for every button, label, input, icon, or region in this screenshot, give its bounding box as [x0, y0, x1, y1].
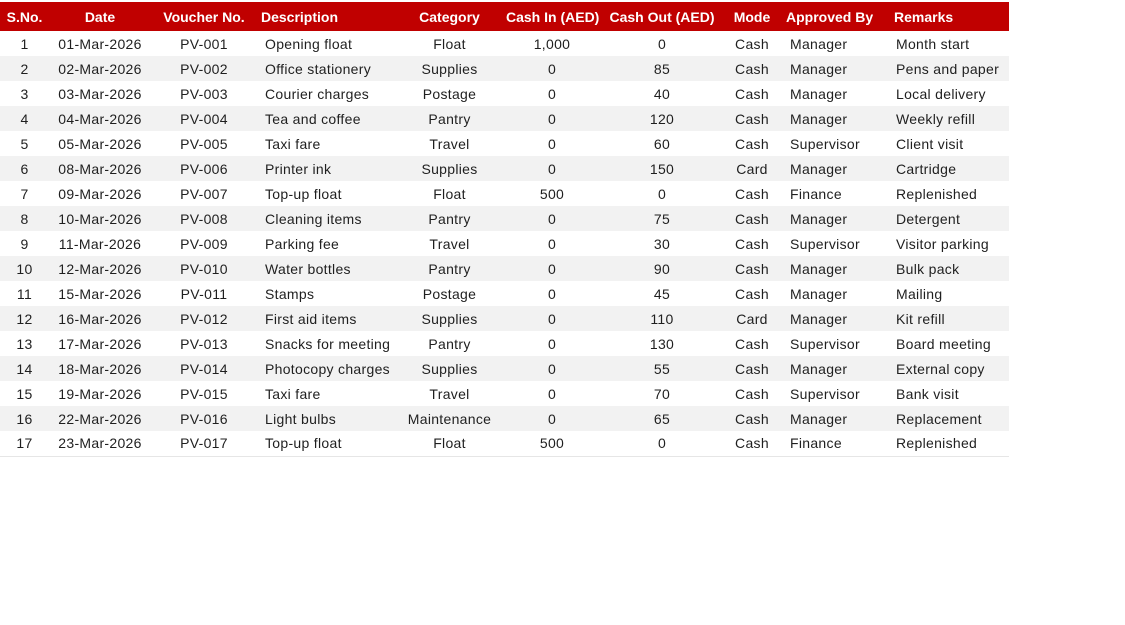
column-header-date[interactable]: Date: [84, 8, 116, 25]
table-row[interactable]: [0, 281, 1009, 306]
cell-approved-by[interactable]: Supervisor: [790, 335, 860, 352]
cell-cash-in[interactable]: 0: [547, 410, 557, 427]
cell-date[interactable]: 12-Mar-2026: [58, 260, 142, 277]
cell-remarks[interactable]: External copy: [896, 360, 985, 377]
cell-sno[interactable]: 1: [20, 35, 29, 52]
cell-sno[interactable]: 2: [20, 60, 29, 77]
cell-category[interactable]: Maintenance: [407, 410, 492, 427]
petty-cash-table: [0, 2, 1009, 457]
cell-cash-out[interactable]: 30: [653, 235, 671, 252]
cell-description[interactable]: Taxi fare: [265, 135, 321, 152]
column-header-cash-in[interactable]: Cash In (AED): [506, 8, 600, 25]
header-row: [0, 2, 1009, 31]
cell-mode[interactable]: Cash: [735, 235, 769, 252]
cell-category[interactable]: Travel: [429, 385, 470, 402]
cell-remarks[interactable]: Replacement: [896, 410, 982, 427]
cell-remarks[interactable]: Mailing: [896, 285, 943, 302]
cell-mode[interactable]: Cash: [735, 110, 769, 127]
cell-cash-in[interactable]: 0: [547, 60, 557, 77]
cell-cash-in[interactable]: 0: [547, 385, 557, 402]
cell-description[interactable]: Water bottles: [265, 260, 351, 277]
cell-remarks[interactable]: Board meeting: [896, 335, 991, 352]
cell-cash-in[interactable]: 0: [547, 235, 557, 252]
cell-description[interactable]: First aid items: [265, 310, 357, 327]
cell-approved-by[interactable]: Supervisor: [790, 385, 860, 402]
cell-date[interactable]: 02-Mar-2026: [58, 60, 142, 77]
cell-voucher-no[interactable]: PV-014: [180, 360, 228, 377]
cell-approved-by[interactable]: Manager: [790, 110, 848, 127]
cell-date[interactable]: 11-Mar-2026: [58, 235, 142, 252]
cell-cash-out[interactable]: 150: [649, 160, 675, 177]
cell-category[interactable]: Supplies: [421, 60, 478, 77]
cell-remarks[interactable]: Client visit: [896, 135, 964, 152]
cell-cash-in[interactable]: 0: [547, 160, 557, 177]
cell-mode[interactable]: Cash: [735, 35, 769, 52]
column-header-voucher-no[interactable]: Voucher No.: [163, 8, 245, 25]
cell-description[interactable]: Top-up float: [265, 185, 342, 202]
cell-description[interactable]: Courier charges: [265, 85, 370, 102]
cell-category[interactable]: Float: [433, 185, 466, 202]
cell-remarks[interactable]: Kit refill: [896, 310, 945, 327]
cell-voucher-no[interactable]: PV-015: [180, 385, 228, 402]
cell-sno[interactable]: 6: [20, 160, 29, 177]
cell-date[interactable]: 05-Mar-2026: [58, 135, 142, 152]
cell-mode[interactable]: Cash: [735, 385, 769, 402]
cell-approved-by[interactable]: Manager: [790, 85, 848, 102]
cell-category[interactable]: Postage: [422, 285, 477, 302]
column-header-description[interactable]: Description: [261, 8, 339, 25]
cell-date[interactable]: 16-Mar-2026: [58, 310, 142, 327]
cell-cash-in[interactable]: 500: [539, 185, 565, 202]
cell-voucher-no[interactable]: PV-010: [180, 260, 228, 277]
cell-voucher-no[interactable]: PV-003: [180, 85, 228, 102]
cell-remarks[interactable]: Detergent: [896, 210, 961, 227]
cell-approved-by[interactable]: Finance: [790, 185, 842, 202]
cell-category[interactable]: Pantry: [428, 260, 471, 277]
cell-sno[interactable]: 8: [20, 210, 29, 227]
cell-mode[interactable]: Cash: [735, 335, 769, 352]
cell-approved-by[interactable]: Supervisor: [790, 235, 860, 252]
cell-cash-out[interactable]: 0: [657, 185, 667, 202]
cell-approved-by[interactable]: Manager: [790, 160, 848, 177]
cell-cash-out[interactable]: 65: [653, 410, 671, 427]
cell-remarks[interactable]: Bulk pack: [896, 260, 960, 277]
cell-sno[interactable]: 14: [16, 360, 33, 377]
cell-sno[interactable]: 5: [20, 135, 29, 152]
cell-voucher-no[interactable]: PV-004: [180, 110, 228, 127]
cell-cash-out[interactable]: 85: [653, 60, 671, 77]
cell-description[interactable]: Tea and coffee: [265, 110, 361, 127]
column-header-category[interactable]: Category: [419, 8, 480, 25]
cell-description[interactable]: Parking fee: [265, 235, 340, 252]
cell-cash-out[interactable]: 120: [649, 110, 675, 127]
cell-voucher-no[interactable]: PV-012: [180, 310, 228, 327]
table-row[interactable]: [0, 56, 1009, 81]
table-row[interactable]: [0, 381, 1009, 406]
cell-voucher-no[interactable]: PV-006: [180, 160, 228, 177]
cell-date[interactable]: 23-Mar-2026: [49, 431, 151, 456]
cell-cash-out[interactable]: 75: [653, 210, 671, 227]
cell-mode[interactable]: Cash: [735, 85, 769, 102]
cell-remarks[interactable]: Visitor parking: [896, 235, 989, 252]
table-row[interactable]: [0, 406, 1009, 431]
cell-date[interactable]: 10-Mar-2026: [58, 210, 142, 227]
cell-cash-out[interactable]: 110: [650, 310, 674, 327]
cell-approved-by[interactable]: Manager: [790, 360, 848, 377]
cell-category[interactable]: Float: [397, 431, 502, 456]
table-row[interactable]: [0, 206, 1009, 231]
cell-cash-in[interactable]: 0: [547, 310, 557, 327]
cell-cash-in[interactable]: 0: [547, 135, 557, 152]
cell-category[interactable]: Travel: [429, 135, 470, 152]
cell-date[interactable]: 01-Mar-2026: [58, 35, 142, 52]
cell-cash-in[interactable]: 0: [547, 335, 557, 352]
table-row[interactable]: [0, 331, 1009, 356]
cell-cash-out[interactable]: 0: [602, 431, 722, 456]
cell-cash-in[interactable]: 500: [502, 431, 602, 456]
cell-cash-in[interactable]: 0: [547, 260, 557, 277]
cell-mode[interactable]: Cash: [735, 60, 769, 77]
table-row[interactable]: [0, 356, 1009, 381]
cell-description[interactable]: Top-up float: [257, 431, 397, 456]
cell-cash-out[interactable]: 90: [653, 260, 671, 277]
column-header-sno[interactable]: S.No.: [6, 8, 43, 25]
cell-date[interactable]: 22-Mar-2026: [58, 410, 142, 427]
cell-category[interactable]: Supplies: [421, 160, 478, 177]
cell-cash-in[interactable]: 0: [547, 285, 557, 302]
column-header-remarks[interactable]: Remarks: [894, 8, 954, 25]
cell-sno[interactable]: 12: [16, 310, 33, 327]
cell-approved-by[interactable]: Manager: [790, 60, 848, 77]
table-row[interactable]: [0, 306, 1009, 331]
cell-sno[interactable]: 9: [20, 235, 29, 252]
cell-sno[interactable]: 7: [20, 185, 29, 202]
cell-voucher-no[interactable]: PV-013: [180, 335, 228, 352]
cell-cash-out[interactable]: 45: [653, 285, 671, 302]
cell-description[interactable]: Light bulbs: [265, 410, 337, 427]
cell-cash-in[interactable]: 0: [547, 210, 557, 227]
cell-cash-out[interactable]: 60: [653, 135, 671, 152]
table-row[interactable]: [0, 156, 1009, 181]
cell-sno[interactable]: 15: [16, 385, 33, 402]
cell-approved-by[interactable]: Supervisor: [790, 135, 860, 152]
cell-mode[interactable]: Cash: [722, 431, 782, 456]
cell-date[interactable]: 19-Mar-2026: [58, 385, 142, 402]
table-row[interactable]: [0, 431, 1009, 456]
cell-approved-by[interactable]: Manager: [790, 35, 848, 52]
cell-category[interactable]: Supplies: [421, 310, 478, 327]
cell-approved-by[interactable]: Finance: [782, 431, 890, 456]
cell-cash-in[interactable]: 0: [547, 85, 557, 102]
cell-date[interactable]: 04-Mar-2026: [58, 110, 142, 127]
cell-remarks[interactable]: Local delivery: [896, 85, 986, 102]
cell-sno[interactable]: 13: [16, 335, 33, 352]
cell-mode[interactable]: Card: [736, 160, 768, 177]
cell-approved-by[interactable]: Manager: [790, 410, 848, 427]
cell-approved-by[interactable]: Manager: [790, 260, 848, 277]
cell-approved-by[interactable]: Manager: [790, 285, 848, 302]
column-header-cash-out[interactable]: Cash Out (AED): [609, 8, 715, 25]
cell-sno[interactable]: 10: [16, 260, 33, 277]
cell-remarks[interactable]: Pens and paper: [896, 60, 1000, 77]
cell-date[interactable]: 17-Mar-2026: [58, 335, 142, 352]
cell-sno[interactable]: 4: [20, 110, 29, 127]
cell-cash-out[interactable]: 70: [653, 385, 671, 402]
cell-category[interactable]: Float: [433, 35, 466, 52]
cell-remarks[interactable]: Month start: [896, 35, 970, 52]
cell-category[interactable]: Pantry: [428, 335, 471, 352]
cell-remarks[interactable]: Replenished: [896, 185, 978, 202]
cell-description[interactable]: Printer ink: [265, 160, 332, 177]
cell-category[interactable]: Pantry: [428, 110, 471, 127]
cell-description[interactable]: Stamps: [265, 285, 315, 302]
cell-remarks[interactable]: Replenished: [890, 431, 1009, 456]
cell-voucher-no[interactable]: PV-008: [180, 210, 228, 227]
cell-date[interactable]: 09-Mar-2026: [58, 185, 142, 202]
cell-mode[interactable]: Cash: [735, 285, 769, 302]
cell-sno[interactable]: 3: [20, 85, 29, 102]
cell-cash-in[interactable]: 1,000: [533, 35, 571, 52]
cell-description[interactable]: Office stationery: [265, 60, 371, 77]
cell-category[interactable]: Supplies: [421, 360, 478, 377]
table-row[interactable]: [0, 181, 1009, 206]
cell-mode[interactable]: Cash: [735, 360, 769, 377]
cell-approved-by[interactable]: Manager: [790, 310, 848, 327]
cell-description[interactable]: Cleaning items: [265, 210, 362, 227]
cell-cash-out[interactable]: 0: [657, 35, 667, 52]
cell-cash-out[interactable]: 130: [649, 335, 675, 352]
cell-date[interactable]: 03-Mar-2026: [58, 85, 142, 102]
cell-remarks[interactable]: Bank visit: [896, 385, 959, 402]
cell-voucher-no[interactable]: PV-009: [180, 235, 228, 252]
cell-sno[interactable]: 16: [16, 410, 33, 427]
table-row[interactable]: [0, 231, 1009, 256]
cell-cash-out[interactable]: 40: [653, 85, 671, 102]
cell-sno[interactable]: 11: [16, 285, 33, 302]
cell-mode[interactable]: Card: [736, 310, 768, 327]
cell-description[interactable]: Taxi fare: [265, 385, 321, 402]
cell-voucher-no[interactable]: PV-017: [151, 431, 257, 456]
cell-voucher-no[interactable]: PV-005: [180, 135, 228, 152]
cell-sno[interactable]: 17: [0, 431, 49, 456]
cell-voucher-no[interactable]: PV-011: [180, 285, 228, 302]
cell-description[interactable]: Snacks for meeting: [265, 335, 391, 352]
cell-category[interactable]: Postage: [422, 85, 477, 102]
cell-description[interactable]: Opening float: [265, 35, 353, 52]
cell-category[interactable]: Pantry: [428, 210, 471, 227]
cell-mode[interactable]: Cash: [735, 260, 769, 277]
cell-mode[interactable]: Cash: [735, 210, 769, 227]
table-row[interactable]: [0, 106, 1009, 131]
table-row[interactable]: [0, 31, 1009, 56]
cell-voucher-no[interactable]: PV-001: [180, 35, 228, 52]
table-body: [0, 31, 1009, 456]
cell-approved-by[interactable]: Manager: [790, 210, 848, 227]
table-row[interactable]: [0, 81, 1009, 106]
cell-date[interactable]: 08-Mar-2026: [58, 160, 142, 177]
table-row[interactable]: [0, 256, 1009, 281]
cell-cash-in[interactable]: 0: [547, 110, 557, 127]
cell-cash-out[interactable]: 55: [653, 360, 671, 377]
column-header-mode[interactable]: Mode: [733, 8, 771, 25]
cell-voucher-no[interactable]: PV-002: [180, 60, 228, 77]
cell-mode[interactable]: Cash: [735, 135, 769, 152]
cell-category[interactable]: Travel: [429, 235, 470, 252]
cell-cash-in[interactable]: 0: [547, 360, 557, 377]
cell-mode[interactable]: Cash: [735, 185, 769, 202]
cell-remarks[interactable]: Cartridge: [896, 160, 957, 177]
cell-mode[interactable]: Cash: [735, 410, 769, 427]
column-header-approved-by[interactable]: Approved By: [786, 8, 874, 25]
cell-date[interactable]: 18-Mar-2026: [58, 360, 142, 377]
table-row[interactable]: [0, 131, 1009, 156]
cell-voucher-no[interactable]: PV-016: [180, 410, 228, 427]
cell-date[interactable]: 15-Mar-2026: [58, 285, 142, 302]
cell-remarks[interactable]: Weekly refill: [896, 110, 976, 127]
cell-description[interactable]: Photocopy charges: [265, 360, 390, 377]
cell-voucher-no[interactable]: PV-007: [180, 185, 228, 202]
